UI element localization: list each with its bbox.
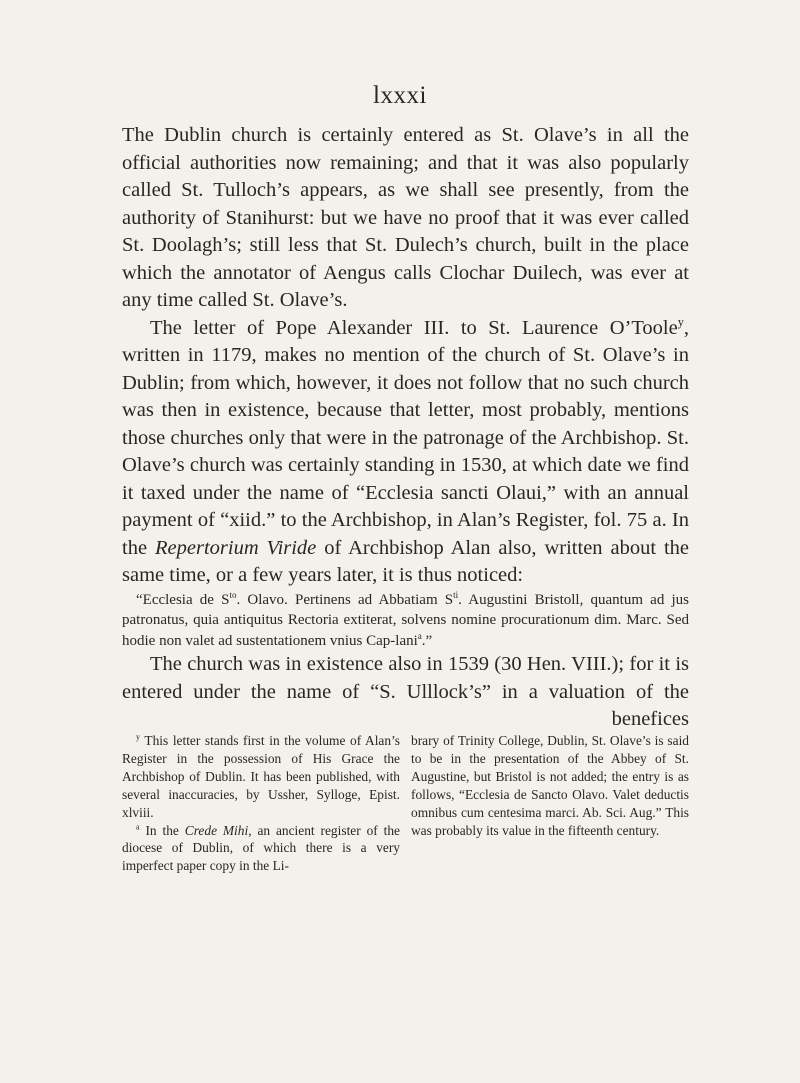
quote-sup-2: ti [453,589,459,600]
footnote-marker-y: y [136,732,141,742]
repertorium-viride-title: Repertorium Viride [155,536,317,559]
paragraph-3: The church was in existence also in 1539 (30 Hen. VIII.); for it is entered under the name of “S. Ulllock’s” in a valuation of the benefices [122,653,689,730]
footnote-marker-a: a [136,822,140,832]
footnote-ref-a: a [417,630,422,641]
quote-part-a: “Ecclesia de S [136,591,230,608]
footnote-a-text-right: brary of Trinity College, Dublin, St. Olave’s is said to be in the presentation of the Abbey of St. Augustine, but Bristol is not added; the entry is as follows, “Ecclesia de Sancto Olavo. Valet deductis omnibus cum centesima marci. Ab. Sci. Aug.” This was probably its value in the fifteenth century. [411,733,689,838]
footnotes [122,732,689,875]
footnote-ref-y: y [677,314,684,329]
crede-mihi-title: Crede Mihi [184,822,249,838]
footnote-a-start [122,822,400,876]
quote-part-d: .” [421,632,433,649]
page-number: lxxxi [373,82,427,109]
footnote-y-text: This letter stands first in the volume of Alan’s Register in the possession of His Grace the Archbishop of Dublin. It has been published, with several inaccuracies, by Ussher, Sylloge, Epist. xlviii. [122,733,400,820]
paragraph-2-part-b: , written in 1179, makes no mention of the church of St. Olave’s in Dublin; from which, however, it does not follow that no such church was then in existence, because that letter, most probably, mentions those churches only that were in the patronage of the Archbishop. St. Olave’s church was certainly standing in 1530, at which date we find it taxed under the name of “Ecclesia sancti Olaui,” with an annual payment of “xiid.” to the Archbishop, in Alan’s Register, fol. 75 a. In the [122,316,689,559]
footnote-y [122,732,400,822]
paragraph-2-part-c: of Archbishop Alan also, written about the same time, or a few years later, it is thus noticed: [122,536,690,586]
quote-sup-1: to [229,589,237,600]
footnote-column-left [122,732,400,875]
latin-quotation [122,590,689,652]
footnote-a-text-left: , an ancient register of the diocese of Dublin, of which there is a very imperfect paper copy in the Li- [122,822,400,874]
quote-part-c: . Augustini Bristoll, quantum ad jus patronatus, quia antiquitus Rectoria extiterat, solvens nomine procurationum dim. Marc. Sed hodie non valet ad sustentationem vnius Cap-lani [122,591,690,649]
paragraph-2 [122,315,689,590]
footnote-column-right [411,732,689,875]
quote-part-b: . Olavo. Pertinens ad Abbatiam S [236,591,454,608]
footnote-a-text-1: In the [139,822,185,838]
footnote-a-continued [411,732,689,839]
main-text [122,122,689,734]
paragraph-1: The Dublin church is certainly entered as St. Olave’s in all the official authorities now remaining; and that it was also popularly called St. Tulloch’s appears, as we shall see presently, from the authority of Stanihurst: but we have no proof that it was ever called St. Doolagh’s; still less that St. Dulech’s church, built in the place which the annotator of Aengus calls Clochar Duilech, was ever at any time called St. Olave’s. [122,124,689,311]
paragraph-2-part-a: The letter of Pope Alexander III. to St. Laurence O’Toole [150,316,678,339]
